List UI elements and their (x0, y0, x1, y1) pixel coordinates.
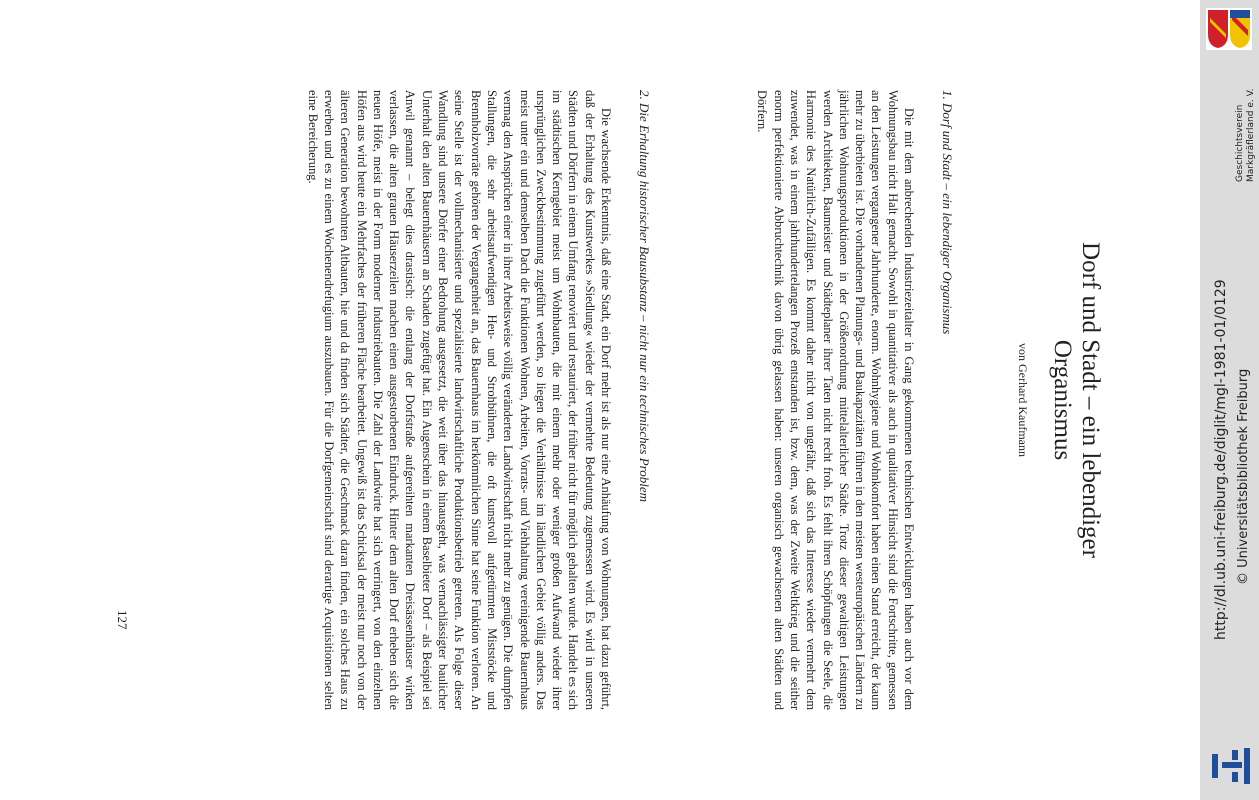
author-line: von Gerhard Kaufmann (1016, 343, 1030, 457)
ub-freiburg-logo-icon (1210, 748, 1254, 784)
article-title (1048, 0, 1104, 800)
section-1-heading: 1. Dorf und Stadt – ein lebendiger Organismus (940, 90, 955, 335)
society-name-line-2: Markgräflerland e. V. (1246, 88, 1256, 182)
society-name-line-1: Geschichtsverein (1235, 104, 1245, 182)
section-1-paragraph: Die mit dem anbrechenden Industriezeitalter in Gang gekommenen technischen Entwicklungen haben auch vor dem Wohnungsbau nicht Halt gemacht. Sowohl in quantitativer als auch in qualitativer Hinsicht sind die Fortschritte, gemessen an den Leistungen vergangener Jahrhunderte, enorm. Wohnhygiene und Wohnkomfort haben einen Stand erreicht, der kaum mehr zu überbieten ist. Die vorhandenen Planungs- und Baukapazitäten führen in den meisten westeuropäischen Ländern zu jährlichen Wohnungsproduktionen in der Größenordnung mittelalterlicher Städte. Trotz dieser gewaltigen Leistungen werden Architekten, Baumeister und Städteplaner ihrer Taten nicht recht froh. Es fehlt ihren Schöpfungen die Seele, die Harmonie des Natürlich-Zufälligen. Es kommt daher nicht von ungefähr, daß sich das Interesse wieder vermehrt dem zuwendet, was in einem jahrhundertelangen Prozeß entstanden ist, bzw. dem, was der Zweite Weltkrieg und die seither enorm perfektionierte Abbruchtechnik davon übrig gelassen haben: unseren organisch gewachsenen alten Städten und Dörfern. (755, 90, 916, 710)
document-url[interactable]: http://dl.ub.uni-freiburg.de/diglit/mgl-1981-01/0129 (1213, 279, 1229, 640)
title-line-1: Dorf und Stadt – ein lebendiger (1077, 242, 1104, 558)
coat-of-arms-icon (1206, 8, 1252, 50)
section-2-heading: 2. Die Erhaltung historischer Bausubstanz – nicht nur ein technisches Problem (637, 90, 652, 502)
title-line-2: Organismus (1049, 339, 1076, 461)
section-2-paragraph: Die wachsende Erkenntnis, daß eine Stadt, ein Dorf mehr ist als nur eine Anhäufung von Wohnungen, hat dazu geführt, daß der Erhaltung des Kunstwerkes »Siedlung« wieder der vermehrte Bedeutung zugemessen wird. Es wird in unseren Städten und Dörfern in einem Umfang renoviert und restauriert, der früher nicht für möglich gehalten wurde. Handelt es sich im städtischen Kerngebiet meist um Wohnbauten, die mit einem mehr oder weniger großen Aufwand wieder ihrer ursprünglichen Zweckbestimmung zugeführt werden, so liegen die Verhältnisse im ländlichen Gebiet völlig anders. Das meist unter ein und demselben Dach die Funktionen Wohnen, Arbeiten, Vorrats- und Viehhaltung vereinigende Bauernhaus vermag den Ansprüchen einer in ihrer Arbeitsweise völlig veränderten Landwirtschaft nicht mehr zu genügen. Die dumpfen Stallungen, die sehr arbeitsaufwendigen Heu- und Strohbühnen, die oft kunstvoll aufgetürmten Miststöcke und Brennholzvorräte gehören der Vergangenheit an, das Bauernhaus im herkömmlichen Sinne hat seine Funktion verloren. An seine Stelle ist der vollmechanisierte und spezialisierte landwirtschaftliche Produktionsbetrieb getreten. Als Folge dieser Wandlung sind unsere Dörfer einer Bedrohung ausgesetzt, die weit über das hinausgeht, was vernachlässigter baulicher Unterhalt den alten Bauernhäusern an Schaden zugefügt hat. Ein Augenschein in einem Baselbieter Dorf – als Beispiel sei Anwil genannt – belegt dies drastisch: die entlang der Dorfstraße aufgereihten markanten Dreisässenhäuser wirken verlassen, die alten grauen Häuserzeilen machen einen ausgestorbenen Eindruck. Hinter dem alten Dorf erheben sich die neuen Höfe, meist in der Form moderner Industriebauten. Die Zahl der Landwirte hat sich verringert, von den einzelnen Höfen aus wird heute ein Mehrfaches der früheren Fläche bearbeitet. Ungewiß ist das Schicksal der meist nur noch von der älteren Generation bewohnten Altbauten, hie und da finden sich Städter, die Geschmack daran finden, ein solches Haus zu erwerben und es zu einem Wochenendrefugium auszubauen. Für die Dorfgemeinschaft sind derartige Acquisitionen selten eine Bereicherung. (305, 90, 613, 710)
page-number: 127 (115, 610, 130, 630)
library-copyright: © Universitätsbibliothek Freiburg (1236, 368, 1251, 585)
